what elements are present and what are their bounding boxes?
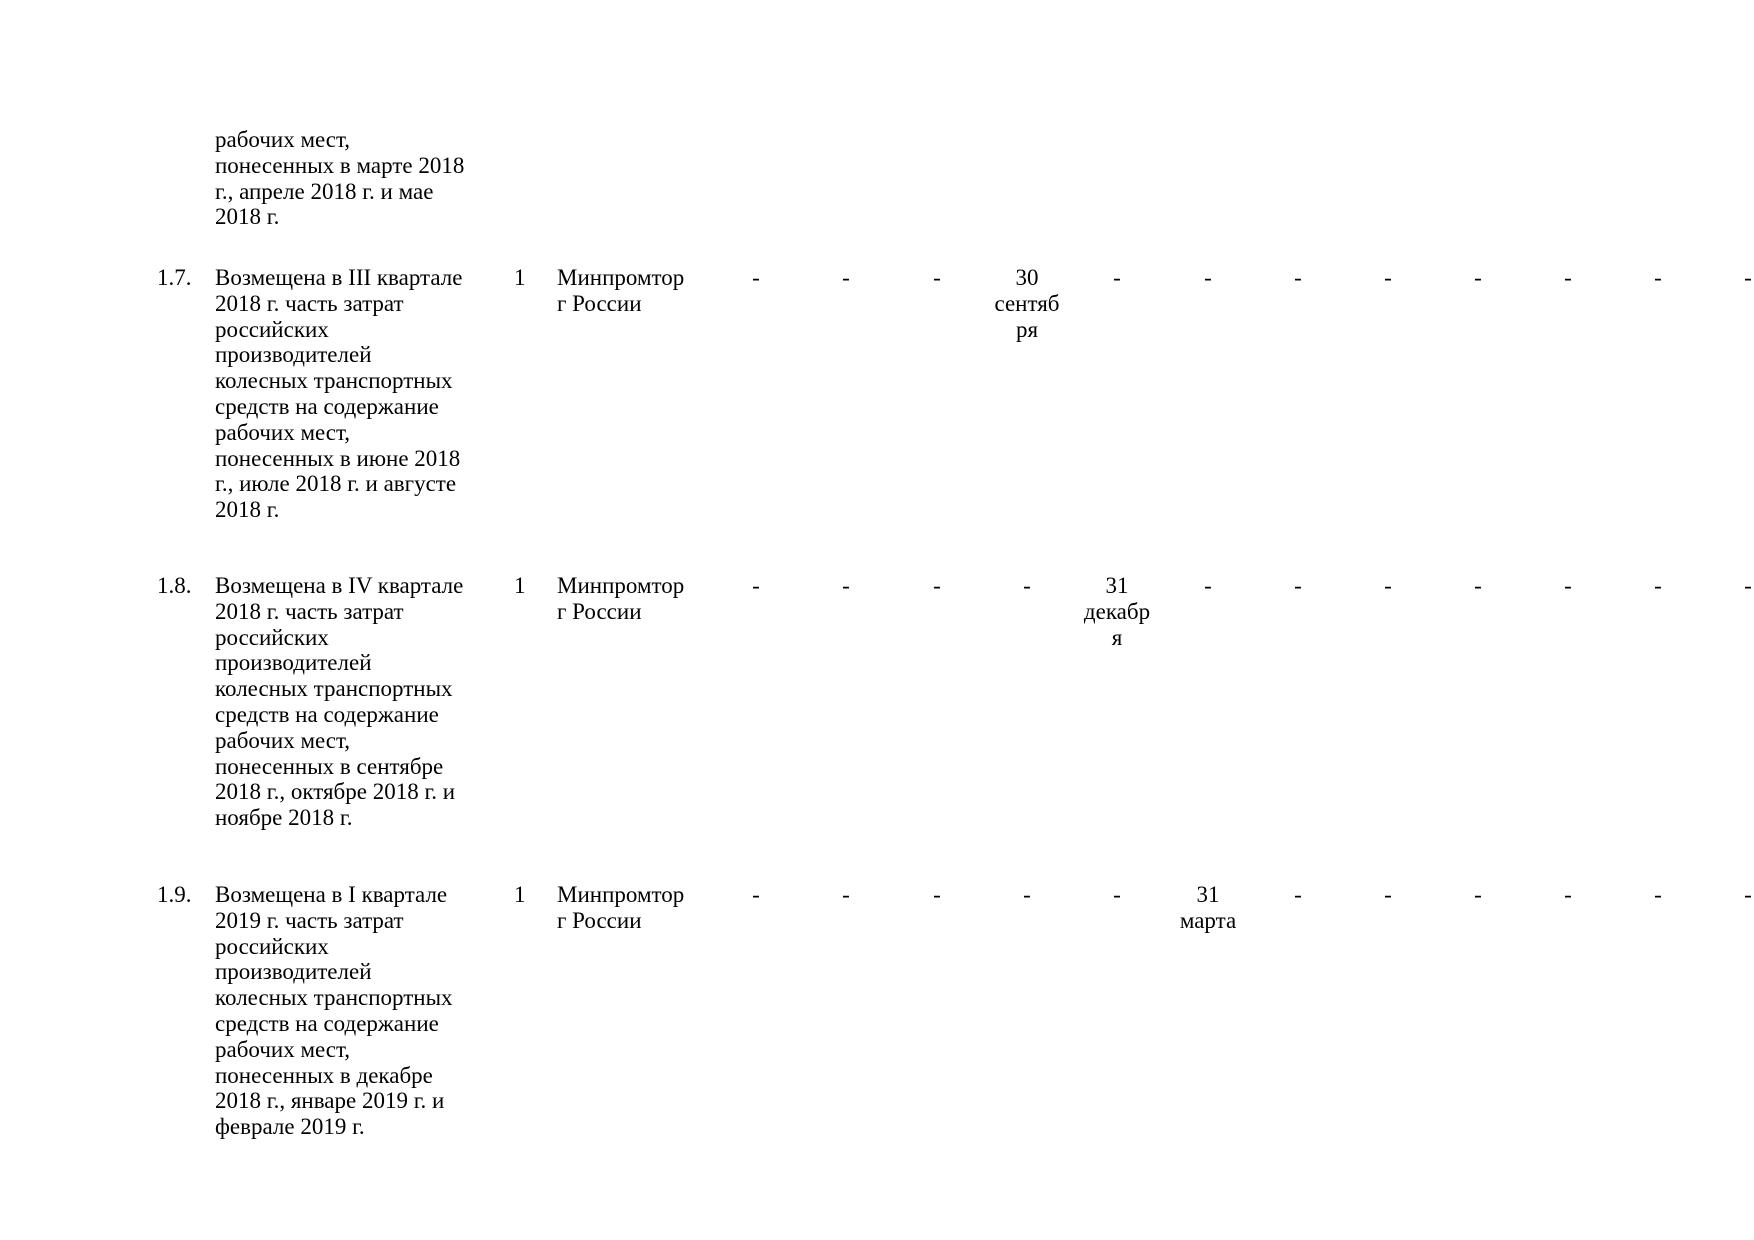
row-description-line: российских xyxy=(215,316,329,342)
row-responsible-line: г России xyxy=(557,598,642,624)
row-empty-mark: - xyxy=(1564,265,1572,290)
continuation-text-line: г., апреле 2018 г. и мае xyxy=(215,178,434,204)
continuation-text xyxy=(215,127,464,230)
row-empty-mark: - xyxy=(1384,265,1392,290)
row-deadline-date-line: 31 xyxy=(1105,573,1129,598)
row-empty-mark: - xyxy=(1744,882,1752,907)
row-deadline-date-line: я xyxy=(1111,624,1123,650)
row-deadline-date-line: марта xyxy=(1179,907,1237,933)
row-empty-mark: - xyxy=(1113,882,1121,907)
row-description-line: рабочих мест, xyxy=(215,727,351,753)
row-description-line: феврале 2019 г. xyxy=(215,1114,365,1140)
row-empty-mark: - xyxy=(1023,882,1031,907)
row-responsible xyxy=(557,882,684,934)
row-responsible-line: Минпромтор xyxy=(557,573,685,598)
row-empty-mark: - xyxy=(1113,265,1121,290)
row-deadline-date-line: ря xyxy=(1015,316,1039,342)
row-empty-mark: - xyxy=(1474,573,1482,598)
row-empty-mark: - xyxy=(933,882,941,907)
row-description-line: колесных транспортных xyxy=(215,985,453,1011)
row-description-line: ноябре 2018 г. xyxy=(215,805,353,831)
row-empty-mark: - xyxy=(1564,573,1572,598)
continuation-text-line: понесенных в марте 2018 xyxy=(215,152,465,178)
row-responsible-line: г России xyxy=(557,290,642,316)
row-empty-mark: - xyxy=(842,573,850,598)
row-description-line: российских xyxy=(215,624,329,650)
row-empty-mark: - xyxy=(1654,882,1662,907)
row-empty-mark: - xyxy=(1294,882,1302,907)
row-empty-mark: - xyxy=(933,573,941,598)
row-deadline-date xyxy=(1072,573,1162,650)
row-empty-mark: - xyxy=(1294,573,1302,598)
row-description-line: 2019 г. часть затрат xyxy=(215,907,404,933)
row-empty-mark: - xyxy=(842,265,850,290)
row-quantity: 1 xyxy=(514,265,526,290)
row-description-line: рабочих мест, xyxy=(215,419,351,445)
row-empty-mark: - xyxy=(1564,882,1572,907)
row-empty-mark: - xyxy=(1474,882,1482,907)
row-description xyxy=(215,882,453,1140)
row-number: 1.7. xyxy=(157,265,192,290)
row-empty-mark: - xyxy=(1474,265,1482,290)
row-empty-mark: - xyxy=(933,265,941,290)
row-description-line: 2018 г. часть затрат xyxy=(215,598,404,624)
row-empty-mark: - xyxy=(1023,573,1031,598)
row-empty-mark: - xyxy=(1294,265,1302,290)
row-responsible-line: Минпромтор xyxy=(557,265,685,290)
row-description-line: г., июле 2018 г. и августе xyxy=(215,471,457,497)
row-deadline-date xyxy=(982,265,1072,342)
row-deadline-date-line: 31 xyxy=(1196,882,1220,907)
row-description xyxy=(215,265,462,523)
row-deadline-date-line: сентяб xyxy=(994,290,1060,316)
row-empty-mark: - xyxy=(1654,265,1662,290)
row-empty-mark: - xyxy=(1204,573,1212,598)
row-empty-mark: - xyxy=(842,882,850,907)
row-description-line: колесных транспортных xyxy=(215,368,453,394)
row-responsible xyxy=(557,265,684,317)
row-empty-mark: - xyxy=(1744,265,1752,290)
row-description-line: Возмещена в III квартале xyxy=(215,265,463,290)
row-empty-mark: - xyxy=(1204,265,1212,290)
row-empty-mark: - xyxy=(1384,882,1392,907)
row-empty-mark: - xyxy=(1654,573,1662,598)
row-responsible xyxy=(557,573,684,625)
continuation-text-line: 2018 г. xyxy=(215,204,280,230)
row-responsible-line: Минпромтор xyxy=(557,882,685,907)
row-description-line: рабочих мест, xyxy=(215,1036,351,1062)
row-empty-mark: - xyxy=(752,573,760,598)
row-description-line: российских xyxy=(215,933,329,959)
row-description-line: понесенных в декабре xyxy=(215,1062,433,1088)
row-description-line: 2018 г. часть затрат xyxy=(215,290,404,316)
row-description-line: понесенных в сентябре xyxy=(215,753,444,779)
row-description xyxy=(215,573,463,831)
row-description-line: производителей xyxy=(215,650,372,676)
row-description-line: колесных транспортных xyxy=(215,676,453,702)
row-description-line: 2018 г. xyxy=(215,497,280,523)
row-quantity: 1 xyxy=(514,882,526,907)
row-empty-mark: - xyxy=(1384,573,1392,598)
row-description-line: производителей xyxy=(215,959,372,985)
row-description-line: 2018 г., январе 2019 г. и xyxy=(215,1088,445,1114)
row-description-line: средств на содержание xyxy=(215,393,439,419)
row-number: 1.8. xyxy=(157,573,192,598)
row-empty-mark: - xyxy=(752,265,760,290)
row-empty-mark: - xyxy=(752,882,760,907)
continuation-text-line: рабочих мест, xyxy=(215,127,351,152)
row-deadline-date-line: декабр xyxy=(1083,598,1151,624)
row-deadline-date xyxy=(1163,882,1253,934)
row-empty-mark: - xyxy=(1744,573,1752,598)
row-description-line: 2018 г., октябре 2018 г. и xyxy=(215,779,456,805)
row-description-line: понесенных в июне 2018 xyxy=(215,445,461,471)
row-description-line: Возмещена в IV квартале xyxy=(215,573,464,598)
row-description-line: средств на содержание xyxy=(215,701,439,727)
row-description-line: Возмещена в I квартале xyxy=(215,882,448,907)
row-deadline-date-line: 30 xyxy=(1015,265,1039,290)
row-description-line: средств на содержание xyxy=(215,1010,439,1036)
row-number: 1.9. xyxy=(157,882,192,907)
row-responsible-line: г России xyxy=(557,907,642,933)
row-description-line: производителей xyxy=(215,342,372,368)
row-quantity: 1 xyxy=(514,573,526,598)
